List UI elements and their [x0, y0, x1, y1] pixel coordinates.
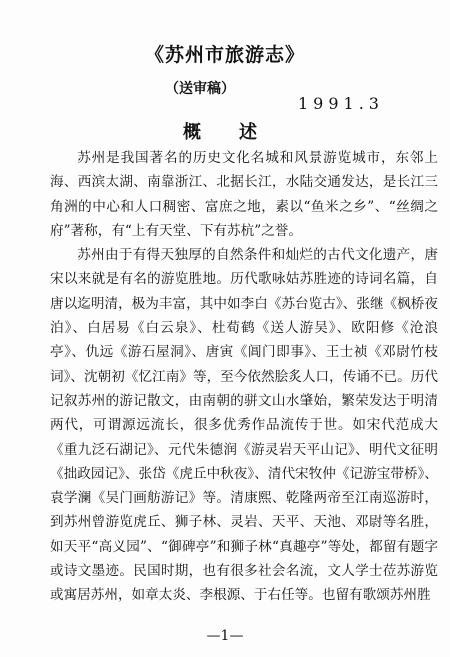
body-text — [50, 146, 438, 608]
paragraph: 苏州由于有得天独厚的自然条件和灿烂的古代文化遗产，唐宋以来就是有名的游览胜地。历代歌咏姑苏胜迹的诗词名篇，自唐以迄明清，极为丰富，其中如李白《苏台览古》、张继《枫桥夜泊》、白居易《白云泉》、杜荀鹤《送人游吴》、欧阳修《沧浪亭》、仇远《游石屋洞》、唐寅《阊门即事》、王士祯《邓尉竹枝词》、沈朝初《忆江南》等，至今依然脍炙人口，传诵不已。历代记叙苏州的游记散文，由南朝的骈文山水肇始，繁荣发达于明清两代，可谓源远流长，很多优秀作品流传于世。如宋代范成大《重九泛石湖记》、元代朱德润《游灵岩天平山记》、明代文征明《拙政园记》、张岱《虎丘中秋夜》、清代宋牧仲《记游宝带桥》、袁学澜《吴门画舫游记》等。清康熙、乾隆两帝至江南巡游时，到苏州曾游览虎丘、狮子林、灵岩、天平、天池、邓尉等名胜，如天平“高义园”、“御碑亭”和狮子林“真趣亭”等处，都留有题字或诗文墨迹。民国时期，也有很多社会名流，文人学士莅苏游览或寓居苏州，如章太炎、李根源、于右任等。也留有歌颂苏州胜 — [50, 247, 438, 604]
document-title: 《苏州市旅游志》 — [144, 44, 305, 66]
section-heading: 概 述 — [183, 122, 267, 143]
document-date: 1991.3 — [298, 94, 384, 113]
paragraph: 苏州是我国著名的历史文化名城和风景游览城市，东邻上海、西滨太湖、南靠浙江、北据长江，水陆交通发达，是长江三角洲的中心和人口稠密、富庶之地，素以“鱼米之乡”、“丝绸之府”著称，有“上有天堂、下有苏杭”之誉。 — [50, 150, 438, 239]
document-subtitle: （送审稿） — [165, 81, 235, 97]
page-number: —1— — [206, 628, 244, 644]
